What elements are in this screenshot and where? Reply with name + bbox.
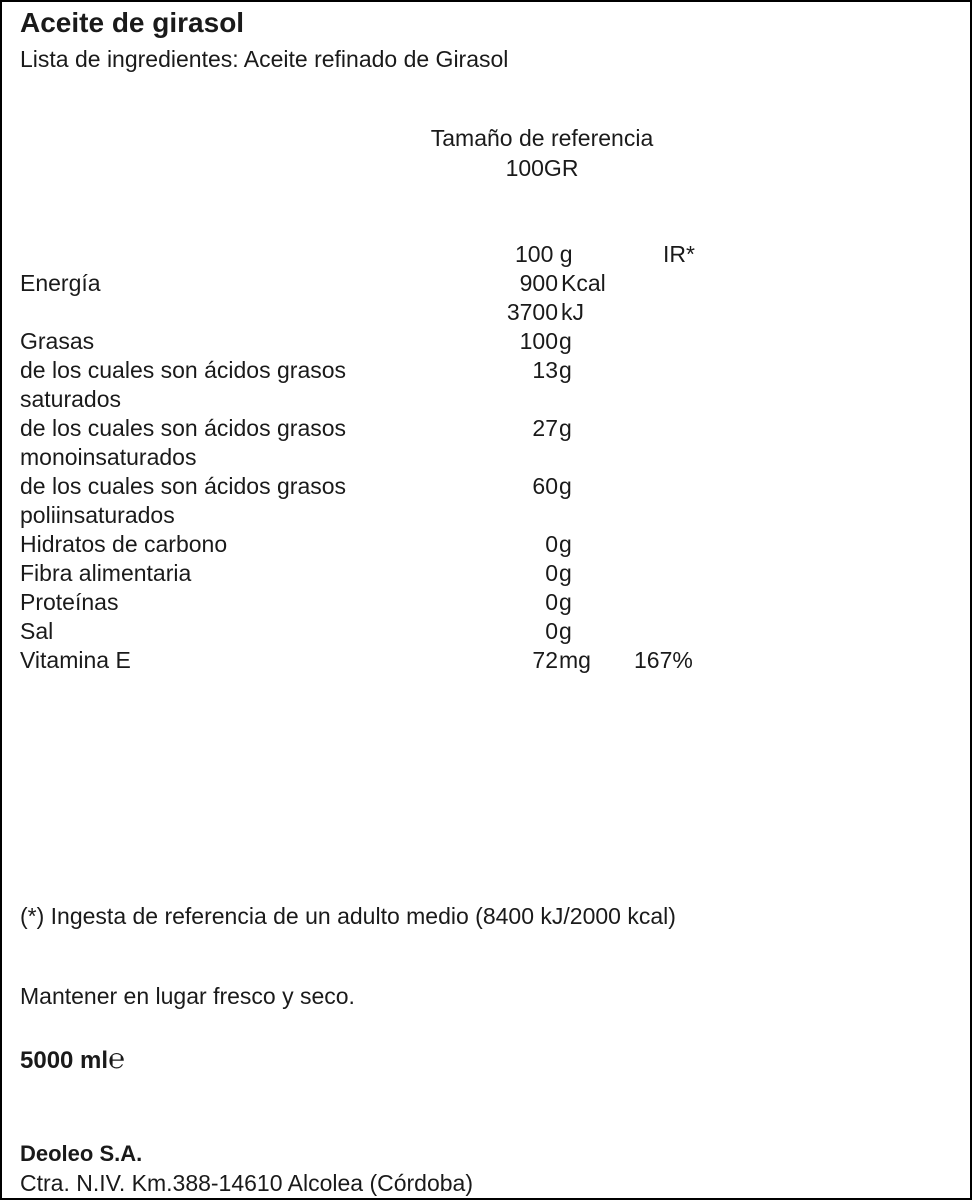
product-title: Aceite de girasol: [20, 7, 245, 38]
energy-kcal-unit: Kcal: [561, 270, 606, 296]
storage-instructions: Mantener en lugar fresco y seco.: [20, 983, 355, 1009]
salt-unit: g: [559, 618, 572, 644]
protein-unit: g: [559, 589, 572, 615]
nutrition-label: [2, 2, 970, 1198]
net-volume-value: 5000 ml: [20, 1047, 109, 1074]
poly-label-line2: poliinsaturados: [20, 502, 175, 528]
vitamin-e-ri: 167%: [634, 647, 693, 673]
saturated-unit: g: [559, 357, 572, 383]
energy-kj-unit: kJ: [561, 299, 584, 325]
column-header-ri: IR*: [663, 241, 695, 267]
protein-value: 0: [545, 589, 558, 615]
fiber-label: Fibra alimentaria: [20, 560, 192, 586]
company-name: Deoleo S.A.: [20, 1141, 143, 1166]
saturated-value: 13: [532, 357, 558, 383]
salt-value: 0: [545, 618, 558, 644]
energy-label: Energía: [20, 270, 101, 296]
fat-value: 100: [519, 328, 558, 354]
fiber-unit: g: [559, 560, 572, 586]
fiber-value: 0: [545, 560, 558, 586]
reference-size-label: Tamaño de referencia: [430, 125, 654, 151]
mono-unit: g: [559, 415, 572, 441]
column-header-amount: 100 g: [515, 241, 573, 267]
vitamin-e-label: Vitamina E: [20, 647, 131, 673]
protein-label: Proteínas: [20, 589, 119, 615]
vitamin-e-value: 72: [532, 647, 558, 673]
saturated-label-line2: saturados: [20, 386, 122, 412]
poly-value: 60: [532, 473, 558, 499]
reference-size-value: 100GR: [505, 155, 579, 181]
fat-label: Grasas: [20, 328, 95, 354]
estimated-sign-icon: ℮: [108, 1042, 125, 1075]
salt-label: Sal: [20, 618, 54, 644]
carbs-value: 0: [545, 531, 558, 557]
mono-label-line1: de los cuales son ácidos grasos: [20, 415, 347, 441]
carbs-unit: g: [559, 531, 572, 557]
poly-label-line1: de los cuales son ácidos grasos: [20, 473, 347, 499]
carbs-label: Hidratos de carbono: [20, 531, 228, 557]
energy-kcal-value: 900: [519, 270, 558, 296]
mono-value: 27: [532, 415, 558, 441]
fat-unit: g: [559, 328, 572, 354]
ingredients-list: Lista de ingredientes: Aceite refinado de Girasol: [20, 46, 509, 72]
vitamin-e-unit: mg: [559, 647, 591, 673]
reference-intake-footnote: (*) Ingesta de referencia de un adulto medio (8400 kJ/2000 kcal): [20, 903, 676, 929]
saturated-label-line1: de los cuales son ácidos grasos: [20, 357, 347, 383]
company-address: Ctra. N.IV. Km.388-14610 Alcolea (Córdoba): [20, 1170, 474, 1196]
net-volume: [20, 1044, 125, 1075]
mono-label-line2: monoinsaturados: [20, 444, 197, 470]
poly-unit: g: [559, 473, 572, 499]
energy-kj-value: 3700: [506, 299, 558, 325]
